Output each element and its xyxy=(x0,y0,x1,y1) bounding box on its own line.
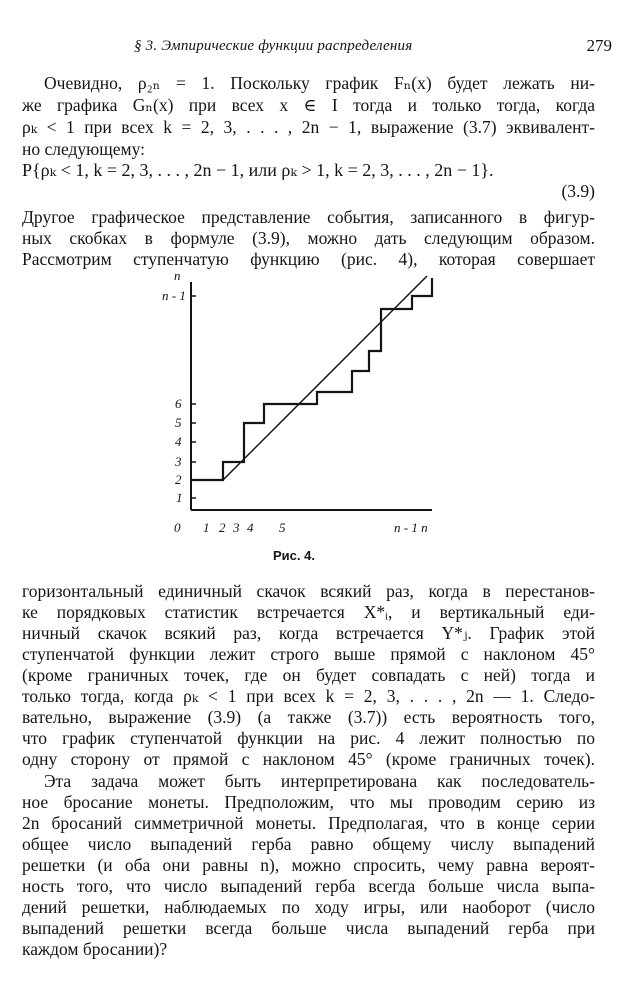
x-tick-label: 1 xyxy=(203,520,210,535)
para4-line: 2n бросаний симметричной монеты. Предполагая, что в конце серии xyxy=(22,813,595,833)
para1-line: ρₖ < 1 при всех k = 2, 3, . . . , 2n − 1, выражение (3.7) эквивалент- xyxy=(22,117,595,137)
para4-line: каждом бросании)? xyxy=(22,939,168,959)
para3-line: ке порядковых статистик встречается X*ᵢ, и вертикальный еди- xyxy=(22,602,595,622)
x-tick-label: 3 xyxy=(233,520,240,535)
para3-line: вательно, выражение (3.9) (а также (3.7)) есть вероятность того, xyxy=(22,707,595,727)
x-end-label: n - 1 n xyxy=(394,520,428,535)
para4-line: Эта задача может быть интерпретирована как последователь- xyxy=(44,771,595,791)
para4-line: ность того, что число выпадений герба всегда больше числа выпа- xyxy=(22,876,595,896)
formula-3-9: P{ρₖ < 1, k = 2, 3, . . . , 2n − 1, или ρₖ > 1, k = 2, 3, . . . , 2n − 1}. xyxy=(22,160,494,180)
formula-number: (3.9) xyxy=(561,181,595,201)
y-top-label: n xyxy=(174,268,181,283)
para4-line: выпадений решетки всегда больше числа выпадений герба при xyxy=(22,918,595,938)
x-origin-label: 0 xyxy=(174,520,181,535)
figure-caption: Рис. 4. xyxy=(273,548,315,563)
para3-line: ничный скачок всякий раз, когда встречается Y*ⱼ. График этой xyxy=(22,623,595,643)
y-tick-label: 3 xyxy=(175,454,182,469)
para2-line: ных скобках в формуле (3.9), можно дать следующим образом. xyxy=(22,228,595,248)
para1-line: но следующему: xyxy=(22,139,145,159)
para3-line: только тогда, когда ρₖ < 1 при всех k = 2, 3, . . . , 2n — 1. Следо- xyxy=(22,686,595,706)
x-tick-label: 4 xyxy=(247,520,254,535)
para3-line: что график ступенчатой функции на рис. 4 лежит полностью по xyxy=(22,728,595,748)
step-function-path xyxy=(191,278,432,480)
x-tick-label: 5 xyxy=(279,520,286,535)
y-tick-label: 4 xyxy=(175,434,182,449)
y-tick-label: 5 xyxy=(175,415,182,430)
para4-line: общее число выпадений герба равно общему числу выпадений xyxy=(22,834,595,854)
para2-line: Другое графическое представление события, записанного в фигур- xyxy=(22,207,595,227)
para3-line: горизонтальный единичный скачок всякий раз, когда в перестанов- xyxy=(22,581,595,601)
running-head: § 3. Эмпирические функции распределения xyxy=(134,38,413,54)
para3-line: одну сторону от прямой с наклоном 45° (кроме граничных точек). xyxy=(22,749,595,769)
diagonal-45-line xyxy=(223,276,427,480)
x-tick-label: 2 xyxy=(219,520,226,535)
para1-line: Очевидно, ρ₂ₙ = 1. Поскольку график Fₙ(x) будет лежать ни- xyxy=(44,73,595,93)
page-number: 279 xyxy=(586,36,612,55)
y-tick-label: 1 xyxy=(176,490,183,505)
y-tick-label: 2 xyxy=(175,472,182,487)
page-header xyxy=(22,36,612,60)
para1-line: же графика Gₙ(x) при всех x ∈ I тогда и только тогда, когда xyxy=(22,95,595,115)
para4-line: дений решетки, наблюдаемых по ходу игры, или наоборот (число xyxy=(22,897,595,917)
y-tick-label: 6 xyxy=(175,396,182,411)
figure-4 xyxy=(160,268,460,568)
para3-line: (кроме граничных точек, где он будет совпадать с ней) тогда и xyxy=(22,665,595,685)
para3-line: ступенчатой функции лежит строго выше прямой с наклоном 45° xyxy=(22,644,595,664)
y-nminus1-label: n - 1 xyxy=(162,288,186,303)
para4-line: ное бросание монеты. Предположим, что мы проводим серию из xyxy=(22,792,595,812)
step-function-diagram xyxy=(160,268,460,568)
para4-line: решетки (и оба они равны n), можно спросить, чему равна вероят- xyxy=(22,855,595,875)
para2-line: Рассмотрим ступенчатую функцию (рис. 4), которая совершает xyxy=(22,249,595,269)
